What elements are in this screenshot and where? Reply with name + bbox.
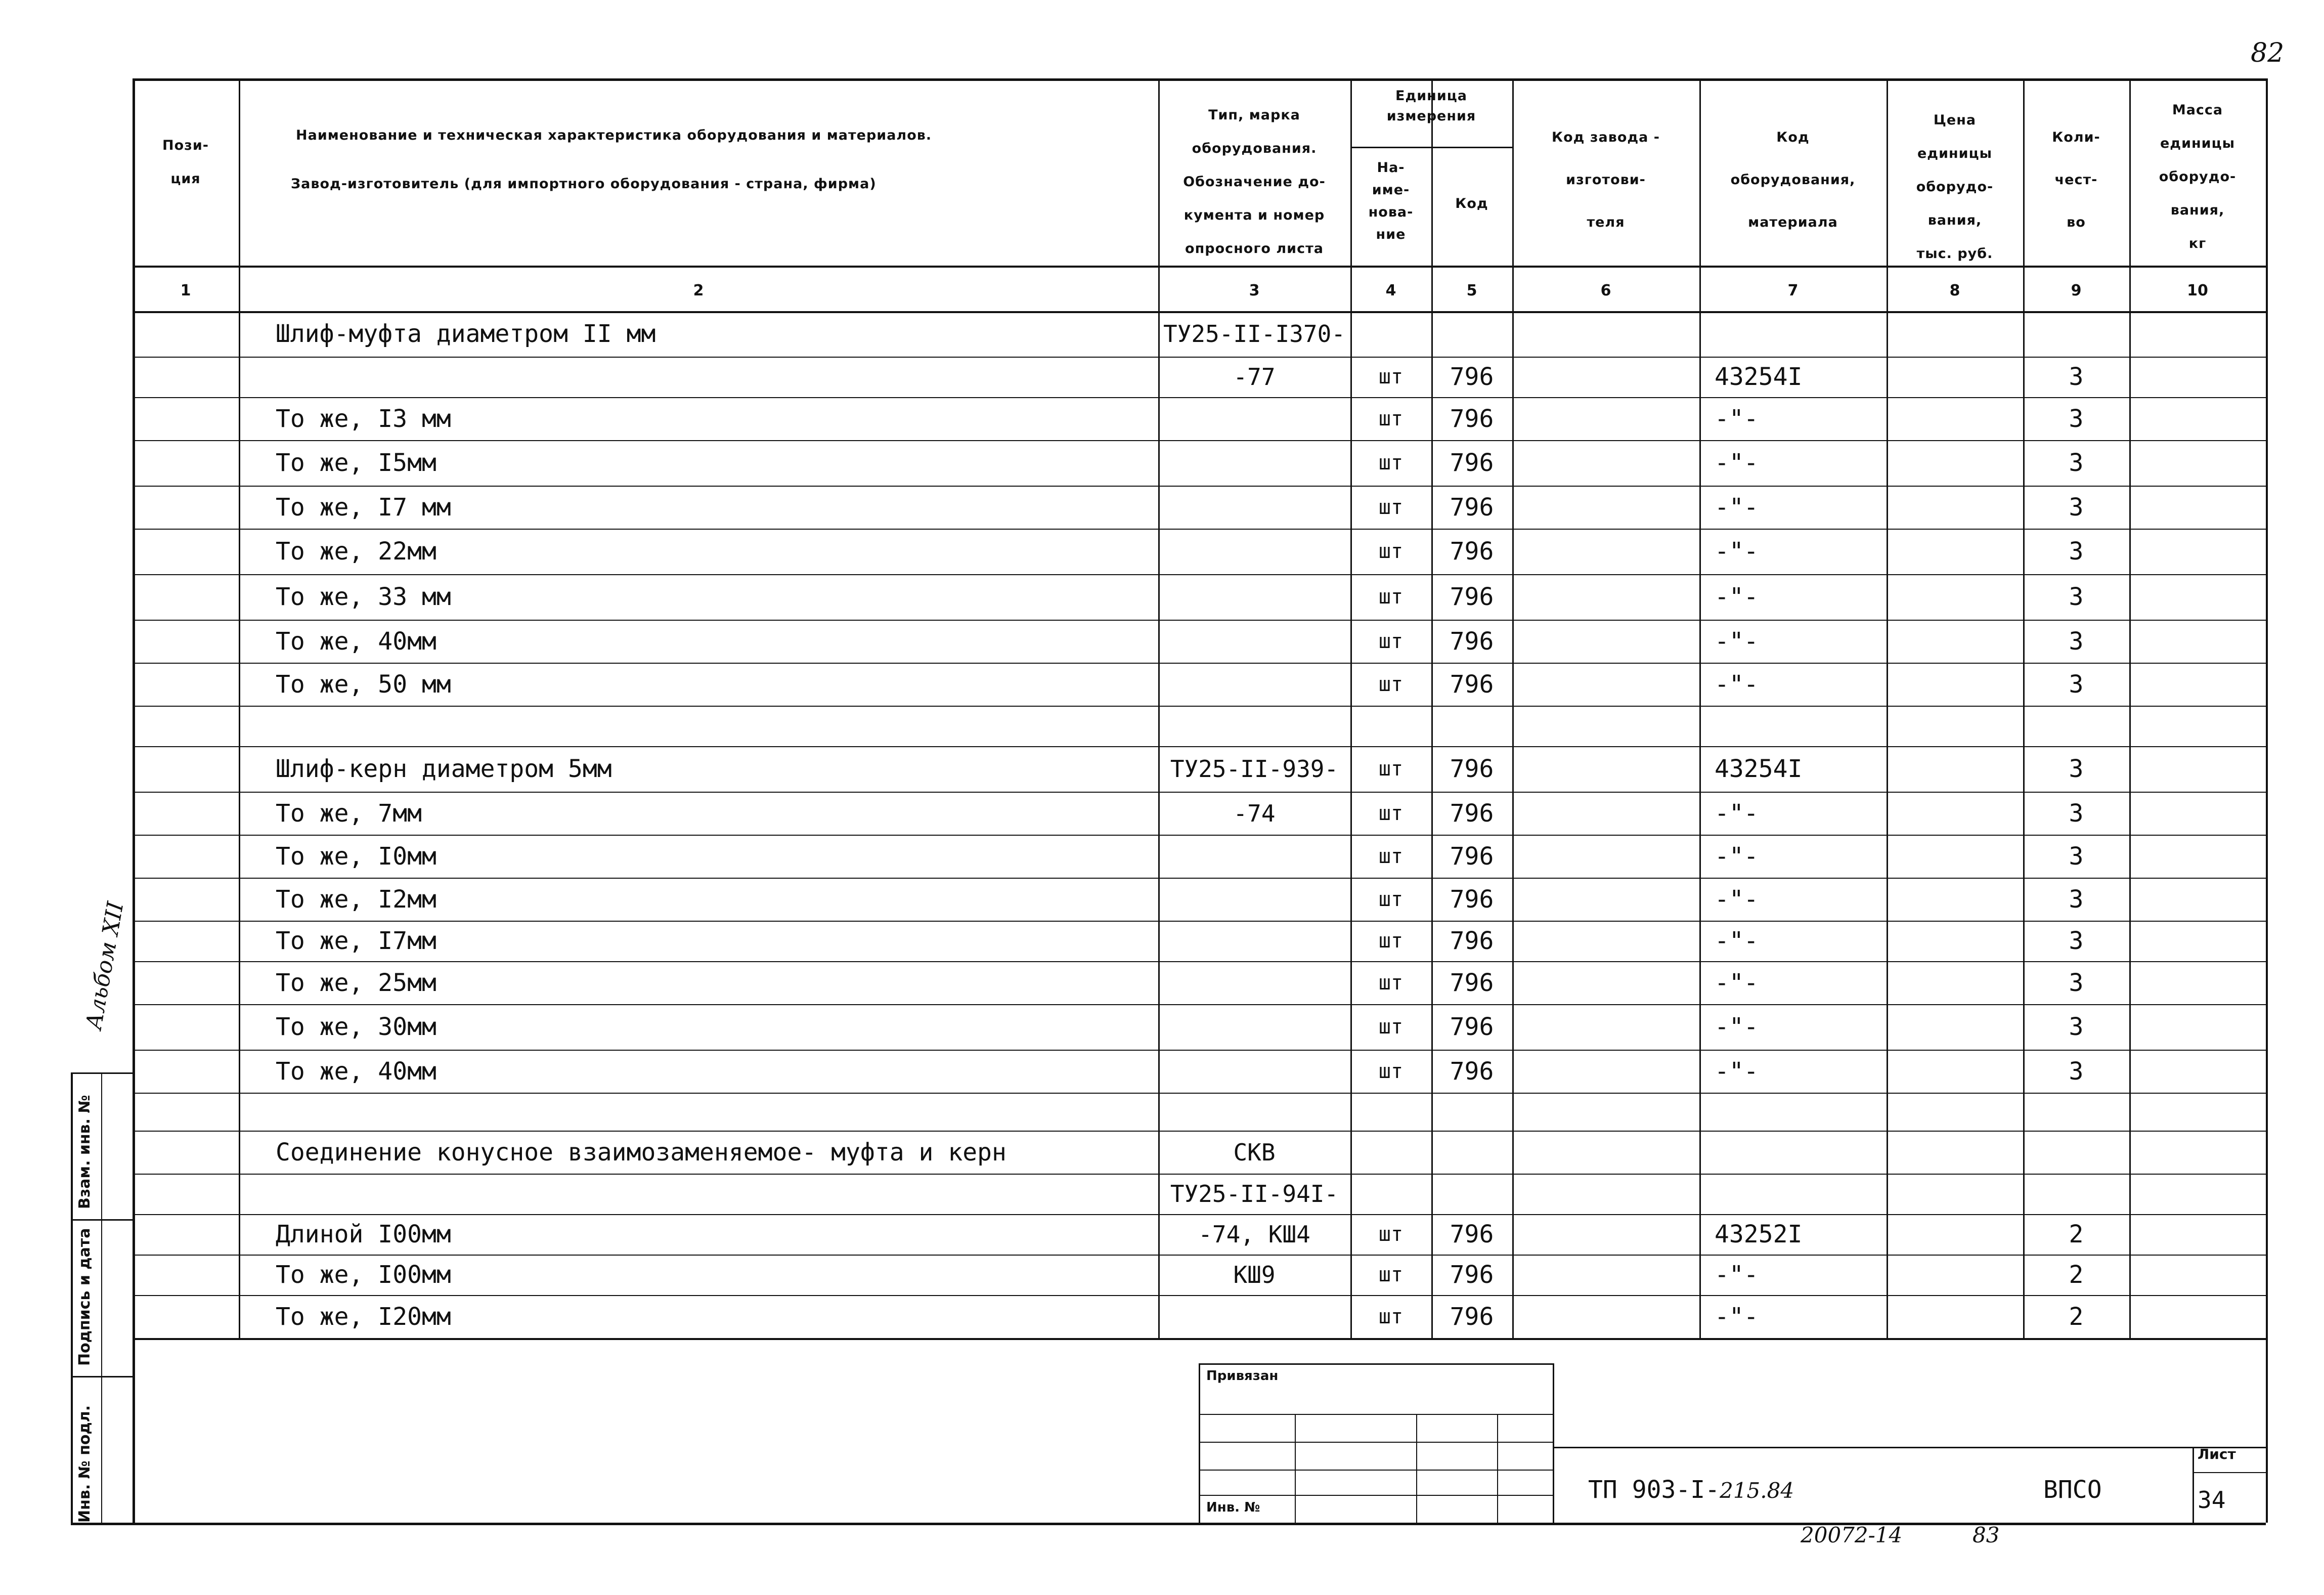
cell-c4: шт [1378, 1059, 1404, 1083]
header-col9 [2023, 116, 2129, 244]
row-line [133, 706, 2266, 707]
col-number: 1 [180, 282, 191, 299]
cell-c9: 2 [2069, 1220, 2084, 1248]
cell-c5: 796 [1450, 449, 1494, 477]
cell-c9: 3 [2069, 1013, 2084, 1041]
cell-c7: -"- [1715, 799, 1759, 828]
cell-c5: 796 [1450, 842, 1494, 871]
stamp-line [1199, 1495, 1553, 1496]
stamp-section: ВПСО [2043, 1476, 2102, 1504]
header-col6 [1512, 116, 1699, 244]
col-number: 5 [1466, 282, 1477, 299]
cell-c4: шт [1378, 757, 1404, 781]
cell-c4: шт [1378, 495, 1404, 519]
row-line [133, 620, 2266, 621]
cell-c4: шт [1378, 1305, 1404, 1328]
col-number: 6 [1600, 282, 1611, 299]
stamp-sheet-number: 34 [2198, 1486, 2226, 1514]
stamp-line [1199, 1363, 1553, 1365]
column-line [1350, 78, 1352, 1338]
cell-c2: То же, 7мм [276, 799, 422, 828]
cell-c3: КШ9 [1233, 1261, 1276, 1288]
row-line [133, 1050, 2266, 1051]
side-label-podpis: Подпись и дата [76, 1228, 94, 1366]
cell-c2: Шлиф-керн диаметром 5мм [276, 755, 612, 783]
col-number: 10 [2187, 282, 2208, 299]
side-label-vzam: Взам. инв. № [76, 1095, 94, 1209]
title-block-line [2193, 1472, 2266, 1473]
cell-c2: То же, 40мм [276, 1057, 436, 1086]
header-col4-line: ние [1376, 227, 1406, 242]
number-row-border [133, 311, 2266, 313]
cell-c2: То же, I2мм [276, 885, 436, 914]
cell-c7: -"- [1715, 404, 1759, 433]
column-line [1699, 78, 1701, 1338]
stamp-line [1416, 1414, 1417, 1523]
row-line [133, 921, 2266, 922]
cell-c9: 2 [2069, 1261, 2084, 1289]
corner-page-number: 82 [2251, 38, 2285, 68]
row-line [133, 1174, 2266, 1175]
cell-c5: 796 [1450, 363, 1494, 391]
cell-c4: шт [1378, 365, 1404, 389]
title-block-line [1553, 1447, 2266, 1448]
cell-c5: 796 [1450, 1057, 1494, 1086]
row-line [133, 1214, 2266, 1215]
stamp-line [1199, 1363, 1200, 1523]
cell-c7: -"- [1715, 968, 1759, 997]
cell-c4: шт [1378, 1223, 1404, 1246]
cell-c7: -"- [1715, 493, 1759, 522]
cell-c2: То же, 25мм [276, 968, 436, 997]
row-line [133, 663, 2266, 664]
header-col9-line: Коли- [2052, 130, 2100, 145]
stamp-sheet-label: Лист [2198, 1446, 2236, 1462]
bottom-note-left: 20072-14 [1801, 1523, 1903, 1547]
header-col7 [1699, 116, 1887, 244]
column-line [1431, 78, 1433, 1338]
row-line [133, 486, 2266, 487]
frame-bottom-border [133, 1523, 2266, 1525]
cell-c5: 796 [1450, 537, 1494, 566]
row-line [133, 397, 2266, 398]
header-col2-line: Наименование и техническая характеристика оборудования и материалов. [296, 127, 932, 143]
stamp-doc-code-handwritten: 215.84 [1720, 1478, 1794, 1503]
table-bottom-border [133, 1338, 2266, 1340]
side-stamp-line [71, 1523, 133, 1525]
header-col4-line: На- [1377, 160, 1405, 176]
header-col3-line: опросного листа [1185, 241, 1324, 256]
header-units-group [1350, 86, 1512, 126]
header-col4-line: нова- [1368, 204, 1414, 220]
col-number: 4 [1385, 282, 1396, 299]
album-handwriting: Альбом XII [81, 899, 129, 1031]
cell-c3: СКВ [1233, 1138, 1276, 1166]
column-line [2023, 78, 2025, 1338]
cell-c2: Длиной I00мм [276, 1220, 451, 1248]
header-col7-line: материала [1748, 214, 1838, 230]
cell-c9: 3 [2069, 755, 2084, 783]
header-col10-line: кг [2188, 236, 2207, 251]
cell-c5: 796 [1450, 493, 1494, 522]
header-col8 [1887, 104, 2023, 271]
cell-c5: 796 [1450, 670, 1494, 699]
stamp-doc-code [1588, 1475, 1794, 1506]
cell-c5: 796 [1450, 583, 1494, 611]
stamp-line [1199, 1414, 1553, 1415]
cell-c2: То же, 40мм [276, 627, 436, 656]
row-line [133, 878, 2266, 879]
row-line [133, 529, 2266, 530]
cell-c7: 43254I [1715, 755, 1803, 783]
row-line [133, 440, 2266, 441]
cell-c9: 3 [2069, 449, 2084, 477]
column-line [2129, 78, 2131, 1338]
frame-right-border [2266, 78, 2268, 1523]
header-col9-line: во [2067, 214, 2086, 230]
header-col3 [1158, 99, 1350, 266]
row-line [133, 574, 2266, 575]
cell-c2: То же, I20мм [276, 1302, 451, 1331]
header-col4 [1350, 157, 1431, 246]
row-line [133, 835, 2266, 836]
cell-c2: То же, I3 мм [276, 404, 451, 433]
cell-c2: То же, I7 мм [276, 493, 451, 522]
cell-c9: 3 [2069, 927, 2084, 955]
cell-c2: То же, 50 мм [276, 670, 451, 699]
header-col8-line: единицы [1917, 146, 1993, 161]
cell-c9: 3 [2069, 627, 2084, 656]
cell-c7: -"- [1715, 1302, 1759, 1331]
cell-c4: шт [1378, 844, 1404, 868]
header-col1-line: Пози- [162, 138, 209, 153]
header-col7-line: Код [1776, 130, 1810, 145]
cell-c2: То же, I00мм [276, 1261, 451, 1289]
cell-c9: 3 [2069, 799, 2084, 828]
row-line [133, 746, 2266, 747]
header-col10-line: вания, [2170, 202, 2225, 218]
stamp-line [1199, 1442, 1553, 1443]
cell-c9: 3 [2069, 670, 2084, 699]
cell-c4: шт [1378, 540, 1404, 563]
stamp-doc-code-printed: ТП 903-I- [1588, 1476, 1720, 1504]
cell-c7: -"- [1715, 1261, 1759, 1289]
row-line [133, 1004, 2266, 1005]
cell-c2: То же, 22мм [276, 537, 436, 566]
cell-c2: То же, 33 мм [276, 583, 451, 611]
header-col8-line: вания, [1927, 212, 1982, 228]
row-line [133, 357, 2266, 358]
header-col1-line: ция [170, 171, 201, 187]
cell-c4: шт [1378, 451, 1404, 475]
cell-c5: 796 [1450, 627, 1494, 656]
col-number: 9 [2071, 282, 2082, 299]
units-subheader-line [1350, 147, 1512, 148]
cell-c5: 796 [1450, 1302, 1494, 1331]
row-line [133, 1093, 2266, 1094]
cell-c3: -74, КШ4 [1198, 1221, 1310, 1248]
header-col8-line: тыс. руб. [1916, 246, 1993, 262]
cell-c9: 3 [2069, 968, 2084, 997]
row-line [133, 961, 2266, 962]
col-number: 2 [693, 282, 704, 299]
cell-c2: То же, I5мм [276, 449, 436, 477]
header-col10-line: единицы [2160, 136, 2235, 151]
cell-c7: -"- [1715, 670, 1759, 699]
cell-c9: 3 [2069, 493, 2084, 522]
cell-c4: шт [1378, 629, 1404, 653]
header-col3-line: кумента и номер [1183, 207, 1325, 223]
header-col10-line: Масса [2172, 102, 2223, 118]
cell-c2: То же, I0мм [276, 842, 436, 871]
side-stamp-line [101, 1072, 102, 1523]
column-line [1512, 78, 1514, 1338]
cell-c9: 3 [2069, 583, 2084, 611]
cell-c7: -"- [1715, 842, 1759, 871]
cell-c4: шт [1378, 585, 1404, 609]
header-col8-line: Цена [1933, 112, 1977, 128]
bottom-note-right: 83 [1972, 1523, 2000, 1547]
stamp-inv-no: Инв. № [1206, 1500, 1260, 1515]
cell-c9: 3 [2069, 885, 2084, 914]
stamp-line [1199, 1470, 1553, 1471]
cell-c5: 796 [1450, 799, 1494, 828]
header-col1 [133, 129, 239, 196]
header-col3-line: Тип, марка [1208, 107, 1300, 123]
cell-c5: 796 [1450, 1261, 1494, 1289]
cell-c3: ТУ25-II-I370- [1163, 320, 1346, 348]
cell-c5: 796 [1450, 404, 1494, 433]
col-number: 3 [1249, 282, 1260, 299]
cell-c4: шт [1378, 1263, 1404, 1286]
cell-c4: шт [1378, 801, 1404, 825]
header-col7-line: оборудования, [1730, 172, 1856, 188]
cell-c5: 796 [1450, 885, 1494, 914]
cell-c4: шт [1378, 887, 1404, 911]
stamp-line [1553, 1363, 1554, 1523]
header-col2 [291, 119, 932, 201]
cell-c5: 796 [1450, 968, 1494, 997]
header-col10 [2129, 94, 2266, 261]
cell-c7: 43252I [1715, 1220, 1803, 1248]
cell-c7: -"- [1715, 1013, 1759, 1041]
stamp-line [1295, 1414, 1296, 1523]
stamp-line [1497, 1414, 1498, 1523]
cell-c4: шт [1378, 1015, 1404, 1039]
cell-c2: Шлиф-муфта диаметром II мм [276, 320, 656, 348]
cell-c4: шт [1378, 929, 1404, 953]
header-col5 [1431, 187, 1512, 221]
column-line [239, 78, 240, 1338]
header-col6-line: изготови- [1566, 172, 1646, 188]
cell-c2: То же, 30мм [276, 1013, 436, 1041]
cell-c9: 2 [2069, 1302, 2084, 1331]
cell-c9: 3 [2069, 363, 2084, 391]
cell-c2: Соединение конусное взаимозаменяемое- муфта и керн [276, 1138, 1006, 1167]
header-col6-line: теля [1587, 214, 1625, 230]
cell-c7: -"- [1715, 885, 1759, 914]
cell-c7: -"- [1715, 927, 1759, 955]
cell-c5: 796 [1450, 755, 1494, 783]
cell-c3: ТУ25-II-94I- [1170, 1180, 1339, 1208]
header-col3-line: оборудования. [1192, 141, 1317, 156]
cell-c5: 796 [1450, 1220, 1494, 1248]
row-line [133, 1255, 2266, 1256]
cell-c2: То же, I7мм [276, 927, 436, 955]
header-col5-line: Код [1455, 196, 1488, 211]
cell-c9: 3 [2069, 842, 2084, 871]
cell-c7: -"- [1715, 537, 1759, 566]
cell-c9: 3 [2069, 404, 2084, 433]
header-col6-line: Код завода - [1552, 130, 1660, 145]
table-top-border [133, 78, 2266, 81]
header-units-line: Единица [1395, 88, 1467, 104]
cell-c9: 3 [2069, 537, 2084, 566]
row-line [133, 1131, 2266, 1132]
header-col2-line: Завод-изготовитель (для импортного оборудования - страна, фирма) [291, 176, 876, 192]
header-col4-line: име- [1372, 182, 1410, 198]
cell-c7: -"- [1715, 1057, 1759, 1086]
row-line [133, 1295, 2266, 1296]
side-stamp-border [71, 1072, 73, 1523]
header-col10-line: оборудо- [2159, 169, 2237, 185]
header-col8-line: оборудо- [1916, 179, 1994, 195]
cell-c7: -"- [1715, 583, 1759, 611]
cell-c5: 796 [1450, 1013, 1494, 1041]
cell-c3: -74 [1233, 799, 1276, 827]
header-col9-line: чест- [2054, 172, 2098, 188]
cell-c4: шт [1378, 407, 1404, 430]
cell-c7: -"- [1715, 449, 1759, 477]
cell-c5: 796 [1450, 927, 1494, 955]
title-block-line [2193, 1447, 2194, 1523]
row-line [133, 792, 2266, 793]
side-label-inv-podl: Инв. № подл. [76, 1405, 94, 1523]
cell-c4: шт [1378, 672, 1404, 696]
cell-c7: -"- [1715, 627, 1759, 656]
header-col3-line: Обозначение до- [1183, 174, 1326, 190]
cell-c3: -77 [1233, 363, 1276, 391]
cell-c4: шт [1378, 971, 1404, 995]
header-units-line: измерения [1386, 108, 1476, 124]
cell-c3: ТУ25-II-939- [1170, 755, 1339, 783]
col-number: 8 [1949, 282, 1960, 299]
cell-c7: 43254I [1715, 363, 1803, 391]
col-number: 7 [1787, 282, 1799, 299]
cell-c9: 3 [2069, 1057, 2084, 1086]
stamp-privyazan: Привязан [1206, 1368, 1279, 1384]
